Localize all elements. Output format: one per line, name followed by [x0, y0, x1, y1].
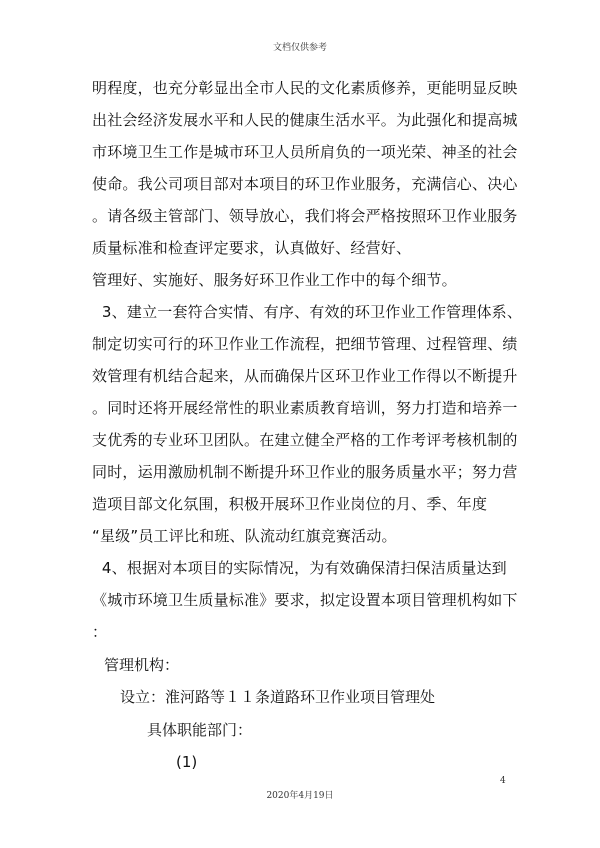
- text-line: 出社会经济发展水平和人民的健康生活水平。为此强化和提高城: [92, 111, 518, 129]
- text-line: 管理好、实施好、服务好环卫作业工作中的每个细节。: [92, 271, 457, 289]
- paragraph-item-3: [92, 296, 522, 552]
- text-line: 市环境卫生工作是城市环卫人员所肩负的一项光荣、神圣的社会: [92, 143, 518, 161]
- text-line: 4、根据对本项目的实际情况，为有效确保清扫保洁质量达到: [92, 559, 507, 577]
- text-line: 。请各级主管部门、领导放心，我们将会严格按照环卫作业服务: [92, 207, 518, 225]
- text-line: 制定切实可行的环卫作业工作流程，把细节管理、过程管理、绩: [92, 335, 518, 353]
- text-line: 3、建立一套符合实情、有序、有效的环卫作业工作管理体系、: [92, 303, 523, 321]
- text-line: 使命。我公司项目部对本项目的环卫作业服务，充满信心、决心: [92, 175, 518, 193]
- text-line: 支优秀的专业环卫团队。在建立健全严格的工作考评考核机制的: [92, 431, 518, 449]
- text-line: 明程度，也充分彰显出全市人民的文化素质修养，更能明显反映: [92, 79, 518, 97]
- page-number: 4: [500, 776, 506, 786]
- text-line: 造项目部文化氛围，积极开展环卫作业岗位的月、季、年度: [92, 495, 488, 513]
- paragraph-continued: [92, 72, 522, 296]
- departments-label: 具体职能部门：: [147, 721, 253, 739]
- text-line: 效管理有机结合起来，从而确保片区环卫作业工作得以不断提升: [92, 367, 518, 385]
- org-setup: 设立：淮河路等１１条道路环卫作业项目管理处: [120, 688, 436, 706]
- org-heading: 管理机构：: [104, 656, 180, 674]
- text-line: “星级”员工评比和班、队流动红旗竞赛活动。: [92, 527, 397, 545]
- paragraph-item-4: [92, 552, 522, 648]
- text-line: 质量标准和检查评定要求，认真做好、经营好、: [92, 239, 412, 257]
- text-line: 同时，运用激励机制不断提升环卫作业的服务质量水平；努力营: [92, 463, 518, 481]
- text-line: 。同时还将开展经常性的职业素质教育培训，努力打造和培养一: [92, 399, 518, 417]
- text-line: ：: [92, 623, 108, 641]
- page-header: 文档仅供参考: [272, 43, 327, 53]
- department-item-1: (1): [176, 753, 198, 771]
- text-line: 《城市环境卫生质量标准》要求，拟定设置本项目管理机构如下: [92, 591, 518, 609]
- page-footer-date: 2020年4月19日: [266, 791, 334, 801]
